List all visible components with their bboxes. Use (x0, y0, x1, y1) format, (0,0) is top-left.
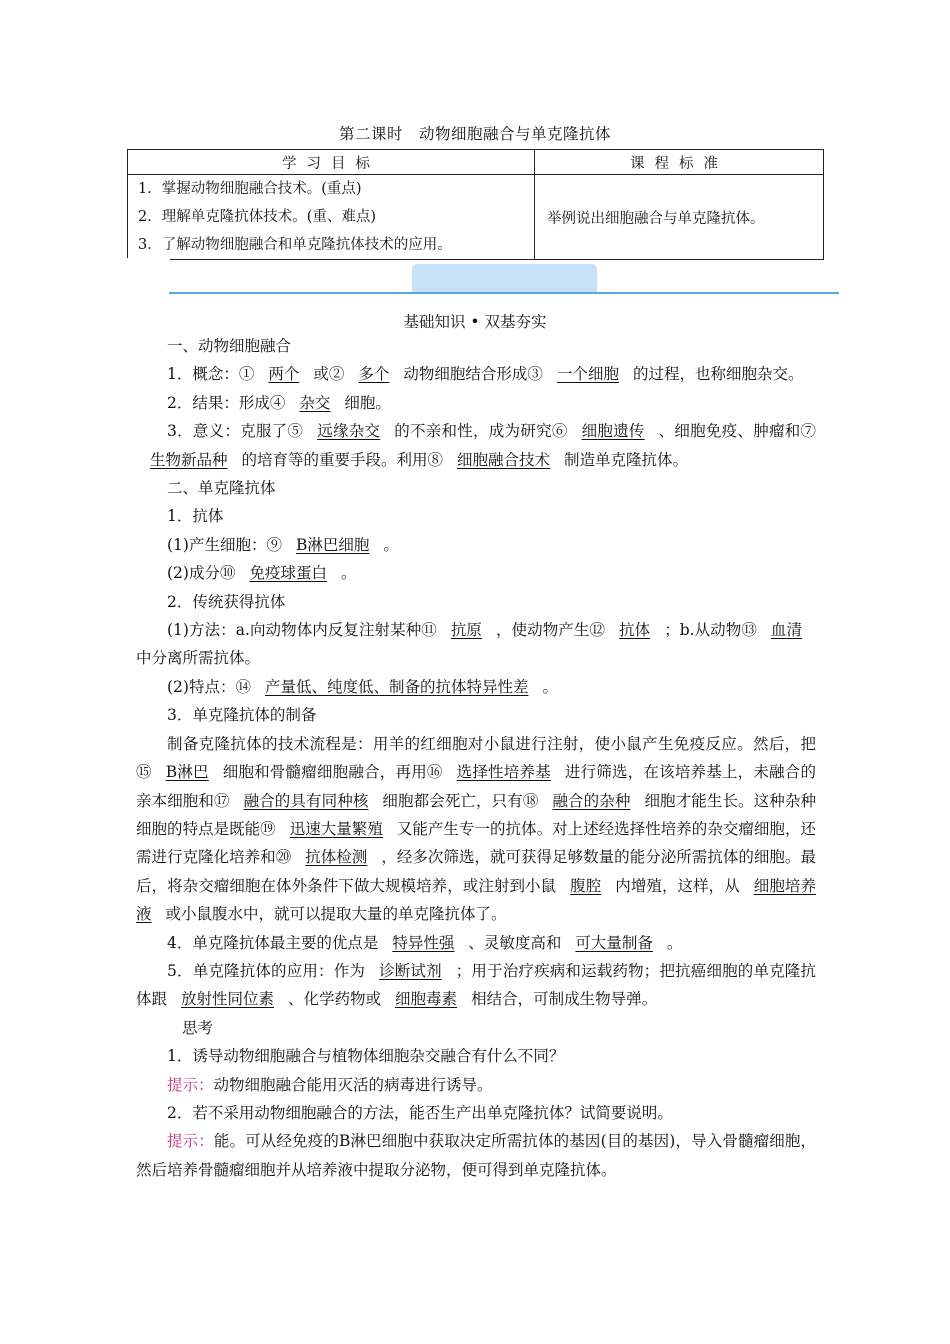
part2-heading: 二、单克隆抗体 (167, 479, 276, 498)
part1-concept: 1．概念：① 两个 或② 多个 动物细胞结合形成③ 一个细胞 的过程，也称细胞杂交。 (167, 365, 804, 384)
goals-table (127, 149, 824, 260)
produce-cell: (1)产生细胞：⑨ B淋巴细胞 。 (167, 535, 399, 554)
part1-meaning: 3．意义：克服了⑤ 远缘杂交 的不亲和性，成为研究⑥ 细胞遗传 、细胞免疫、肿瘤和⑦生物新品种 的培育等的重要手段。利用⑧ 细胞融合技术 制造单克隆抗体。 (150, 422, 816, 469)
traditional-heading: 2．传统获得抗体 (167, 592, 286, 611)
hint-label: 提示： (167, 1075, 214, 1094)
section-divider (169, 292, 839, 294)
goal-item: 3．了解动物细胞融合和单克隆抗体技术的应用。 (138, 237, 452, 253)
advantage: 4．单克隆抗体最主要的优点是 特异性强 、灵敏度高和 可大量制备 。 (167, 933, 683, 952)
section-title: 基础知识 • 双基夯实 (403, 313, 547, 331)
method: (1)方法：a.向动物体内反复注射某种⑪ 抗原 ，使动物产生⑫ 抗体 ；b.从动物⑬ 血清中分离所需抗体。 (136, 621, 802, 668)
content-body (136, 332, 816, 1184)
part1-result: 2．结果：形成④ 杂交 细胞。 (167, 393, 391, 412)
antibody-heading: 1．抗体 (167, 507, 224, 526)
answer-2: 提示：能。可从经免疫的B淋巴细胞中获取决定所需抗体的基因(目的基因)，导入骨髓瘤细胞，然后培养骨髓瘤细胞并从培养液中提取分泌物，便可得到单克隆抗体。 (136, 1132, 816, 1179)
goal-item: 1．掌握动物细胞融合技术。(重点) (138, 181, 362, 197)
component: (2)成分⑩ 免疫球蛋白 。 (167, 564, 357, 583)
prep-heading: 3．单克隆抗体的制备 (167, 706, 317, 725)
standard-text: 举例说出细胞融合与单克隆抗体。 (535, 175, 824, 260)
hint-label: 提示： (167, 1132, 214, 1151)
thinking-heading: 思考 (182, 1018, 214, 1037)
table-corner-mask (127, 258, 170, 266)
part1-heading: 一、动物细胞融合 (167, 337, 292, 355)
header-goals: 学习目标 (128, 150, 535, 175)
question-1: 1．诱导动物细胞融合与植物体细胞杂交融合有什么不同？ (167, 1047, 565, 1066)
prep-process: 制备克隆抗体的技术流程是：用羊的红细胞对小鼠进行注射，使小鼠产生免疫反应。然后，把⑮ B淋巴 细胞和骨髓瘤细胞融合，再用⑯ 选择性培养基 进行筛选，在该培养基上，未融合的亲本细胞和⑰ 融合的具有同种核 细胞都会死亡，只有⑱ 融合的杂种 细胞才能生长。这种杂种细胞的特点是既能⑲ 迅速大量繁殖 又能产生专一的抗体。对上述经选择性培养的杂交瘤细胞，还需进行克隆化培养和⑳ 抗体检测 ，经多次筛选，就可获得足够数量的能分泌所需抗体的细胞。最后，将杂交瘤细胞在体外条件下做大规模培养，或注射到小鼠 腹腔 内增殖，这样，从 细胞培养液 或小鼠腹水中，就可以提取大量的单克隆抗体了。 (136, 734, 816, 924)
page-title: 第二课时 动物细胞融合与单克隆抗体 (338, 125, 611, 143)
goal-item: 2．理解单克隆抗体技术。(重、难点) (138, 209, 377, 225)
feature: (2)特点：⑭ 产量低、纯度低、制备的抗体特异性差 。 (167, 677, 558, 696)
section-banner-tab (412, 264, 597, 294)
answer-1: 提示：动物细胞融合能用灭活的病毒进行诱导。 (167, 1075, 493, 1094)
question-2: 2．若不采用动物细胞融合的方法，能否生产出单克隆抗体？试简要说明。 (167, 1103, 673, 1122)
header-standard: 课程标准 (535, 150, 824, 175)
application: 5．单克隆抗体的应用：作为 诊断试剂 ；用于治疗疾病和运载药物；把抗癌细胞的单克隆抗体跟 放射性同位素 、化学药物或 细胞毒素 相结合，可制成生物导弹。 (136, 961, 816, 1009)
